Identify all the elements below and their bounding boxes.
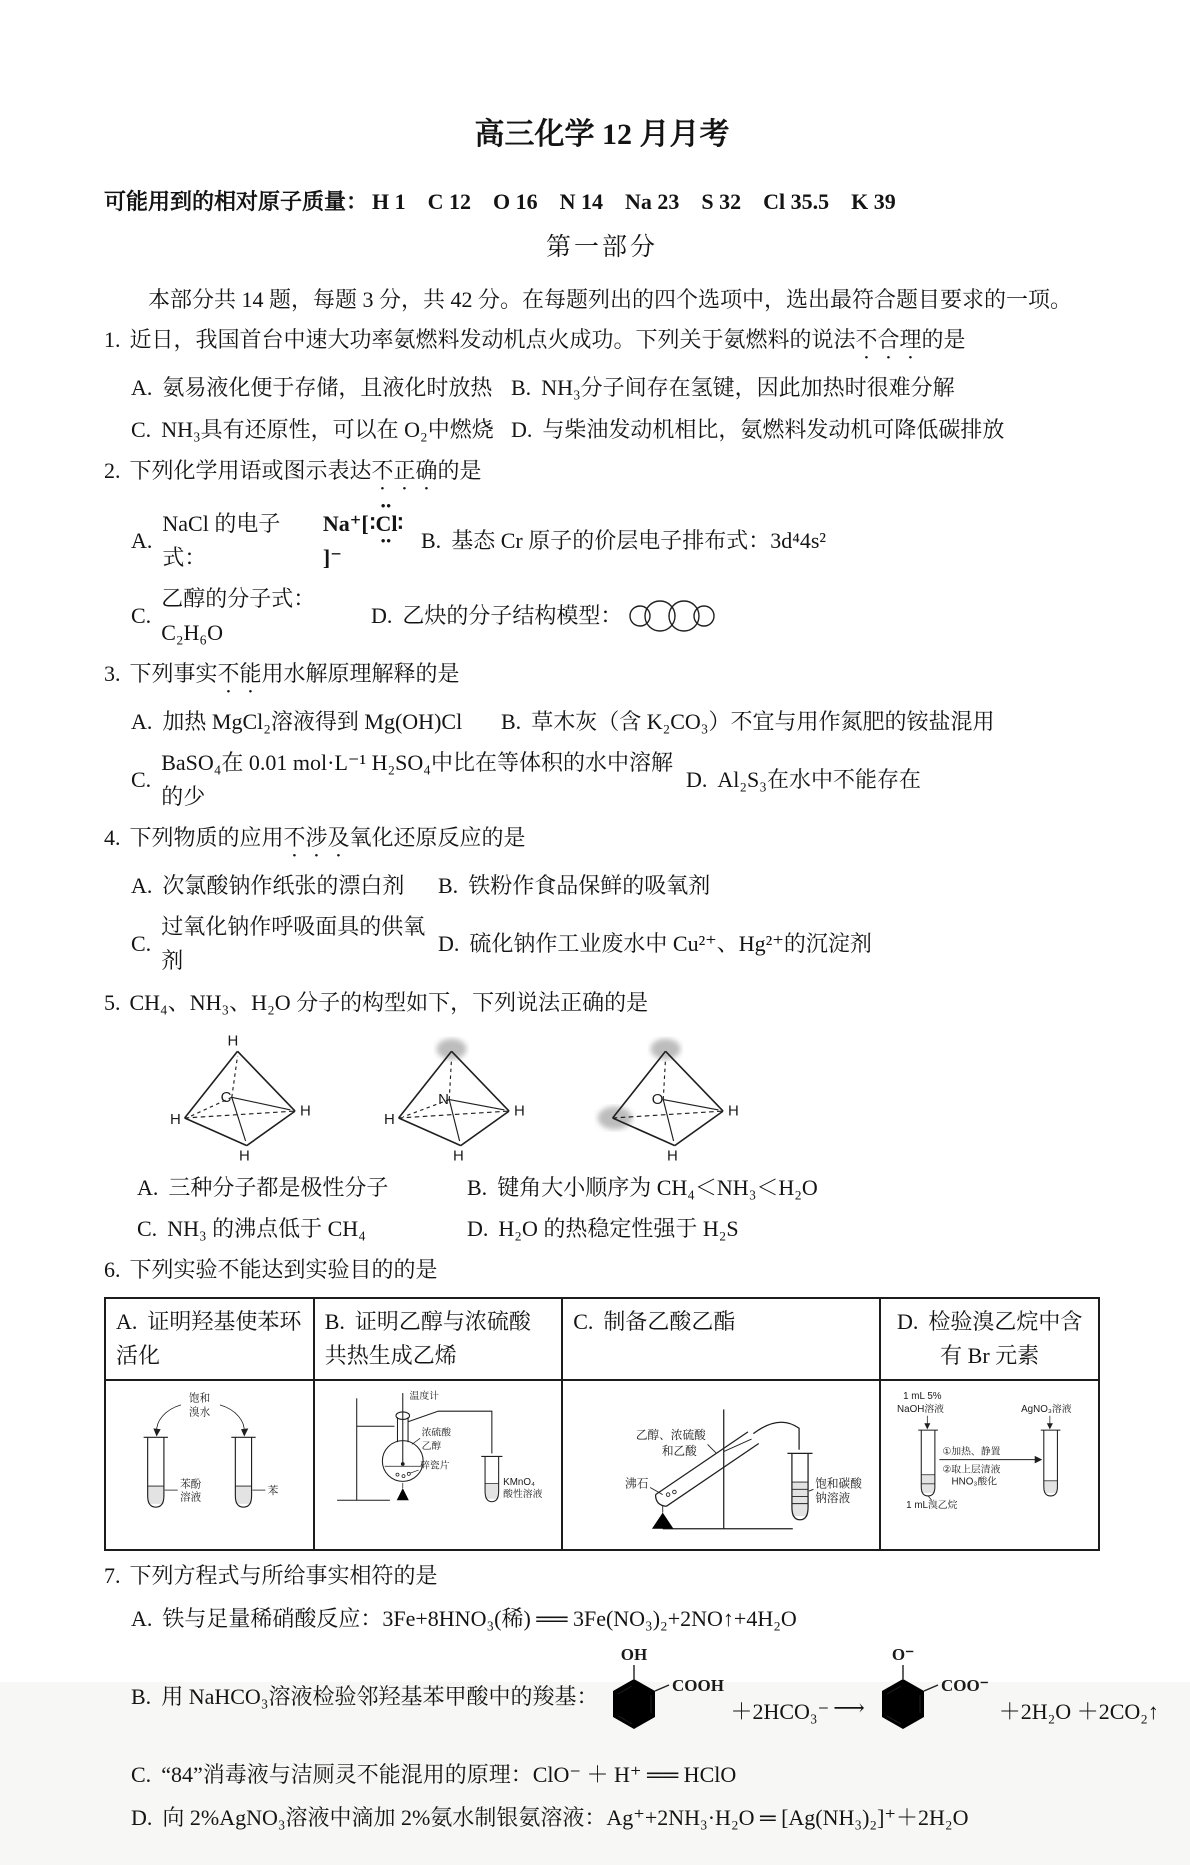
apparatus-figure-b — [314, 1380, 563, 1550]
figure-label: ②取上层清液 — [942, 1464, 1001, 1476]
option-text: NH₃分子间存在氢键，因此加热时很难分解 — [541, 375, 955, 401]
stem-emphasis: 不正确 — [371, 457, 438, 483]
figure-label: 乙醇 — [421, 1441, 441, 1453]
figure-label: 温度计 — [409, 1391, 439, 1403]
center-atom-label: O — [651, 1090, 664, 1108]
table-header-c — [562, 1298, 880, 1380]
atom-label: H — [300, 1102, 311, 1120]
option-text: 氨易液化便于存储，且液化时放热 — [162, 375, 493, 401]
figure-label: 饱和碳酸 — [815, 1477, 863, 1491]
header-text: 检验溴乙烷中含有 Br 元素 — [928, 1308, 1083, 1369]
option-a — [131, 371, 511, 405]
atom-label: H — [728, 1102, 739, 1120]
question-number: 7. — [104, 1563, 121, 1589]
question-6-stem — [104, 1253, 1100, 1287]
option-row — [131, 869, 1100, 903]
section-intro: 本部分共 14 题，每题 3 分，共 42 分。在每题列出的四个选项中，选出最符合题目要求的一项。 — [148, 287, 1073, 313]
option-text: 乙醇的分子式：C₂H₆O — [161, 585, 316, 645]
stem-emphasis: 不能 — [217, 661, 262, 686]
question-1-stem — [104, 323, 1100, 364]
option-text: NH₃具有还原性，可以在 O₂中燃烧 — [161, 416, 494, 442]
question-3-stem — [104, 657, 1100, 698]
option-label: C. — [131, 931, 152, 957]
figure-label: 溴水 — [189, 1406, 211, 1419]
substituent-label: COO⁻ — [940, 1676, 989, 1696]
option-text: 草木灰（含 K₂CO₃）不宜与用作氮肥的铵盐混用 — [531, 709, 995, 734]
option-row — [131, 746, 1100, 814]
option-row — [131, 910, 1100, 978]
option-c — [131, 413, 511, 447]
option-label: B. — [131, 1684, 152, 1710]
option-b — [511, 371, 955, 405]
experiment-table — [104, 1297, 1100, 1551]
stem-text: 的是 — [921, 327, 966, 353]
figure-label: 苯 — [267, 1485, 279, 1498]
question-4 — [104, 821, 1100, 978]
option-text: H₂O 的热稳定性强于 H₂S — [498, 1215, 739, 1241]
option-label: C. — [131, 767, 152, 793]
option-label: B. — [438, 873, 459, 899]
atom-label: H — [239, 1147, 250, 1164]
ethyne-space-filling-model-icon — [628, 595, 716, 637]
option-text: 硫化钠作工业废水中 Cu²⁺、Hg²⁺的沉淀剂 — [469, 931, 872, 957]
stem-text: 氧化还原反应的是 — [349, 825, 526, 851]
atom-label: H — [384, 1110, 395, 1128]
option-label: D. — [686, 767, 708, 793]
option-label: B. — [501, 709, 522, 734]
question-5-stem — [104, 986, 1100, 1020]
option-row — [131, 413, 1100, 447]
option-a — [131, 497, 421, 575]
ethyl-acetate-figure — [573, 1387, 869, 1540]
apparatus-figure-a — [105, 1380, 314, 1550]
option-label: D. — [467, 1215, 489, 1241]
question-4-options — [104, 869, 1100, 978]
ethene-generation-figure — [325, 1387, 552, 1508]
figure-label: 浓硫酸 — [421, 1427, 451, 1439]
methane-model-figure — [166, 1026, 316, 1164]
question-number: 4. — [104, 825, 121, 851]
figure-label: 酸性溶液 — [502, 1489, 543, 1501]
option-label: C. — [131, 602, 152, 628]
center-atom-label: N — [438, 1090, 449, 1108]
option-row — [137, 1212, 1100, 1246]
option-label: D. — [896, 1308, 919, 1334]
option-d — [371, 595, 716, 637]
question-number: 6. — [104, 1256, 121, 1282]
question-5 — [104, 986, 1100, 1246]
option-b — [438, 869, 710, 903]
center-atom-label: C — [220, 1088, 232, 1106]
molecule-figures — [166, 1026, 1100, 1164]
salicylic-acid-structure — [598, 1645, 730, 1749]
ef-chlorine — [369, 497, 404, 548]
ef-right: ]⁻ — [322, 544, 342, 570]
question-4-stem — [104, 821, 1100, 862]
option-c — [131, 582, 371, 650]
option-text: BaSO₄在 0.01 mol·L⁻¹ H₂SO₄中比在等体积的水中溶解的少 — [161, 750, 673, 810]
option-text: 与柴油发动机相比，氨燃料发动机可降低碳排放 — [542, 416, 1005, 442]
bromoethane-test-figure — [891, 1387, 1088, 1512]
option-a — [104, 1602, 1100, 1636]
atom-label: H — [667, 1147, 678, 1164]
option-c — [131, 910, 438, 978]
question-2-stem — [104, 454, 1100, 495]
stem-text: 下列化学用语或图示表达 — [129, 457, 372, 483]
option-text: 向 2%AgNO₃溶液中滴加 2%氨水制银氨溶液：Ag⁺+2NH₃·H₂O ═ [Ag(NH₃)₂]⁺＋2H₂O — [162, 1805, 969, 1831]
question-6 — [104, 1253, 1100, 1551]
option-text: 三种分子都是极性分子 — [168, 1174, 389, 1200]
reaction-arrow: ⟶ — [833, 1695, 863, 1721]
stem-text: 下列物质的应用 — [129, 825, 284, 851]
figure-label: 饱和 — [189, 1392, 211, 1405]
option-label: C. — [573, 1308, 594, 1334]
ammonia-model-figure — [380, 1026, 530, 1164]
option-label: B. — [511, 375, 532, 401]
option-a — [131, 705, 501, 739]
question-7-stem — [104, 1559, 1100, 1593]
figure-label: KMnO₄ — [502, 1477, 535, 1489]
option-label: B. — [421, 527, 442, 553]
option-a — [137, 1171, 467, 1205]
section-heading: 第一部分 — [545, 233, 658, 261]
option-row — [131, 582, 1100, 650]
stem-emphasis: 不合理 — [855, 327, 922, 353]
figure-label: 和乙酸 — [662, 1445, 698, 1459]
table-header-row — [105, 1298, 1099, 1380]
table-header-d — [880, 1298, 1099, 1380]
question-1-options — [104, 371, 1100, 446]
table-header-b — [314, 1298, 563, 1380]
figure-label: 碎瓷片 — [419, 1460, 450, 1472]
atomic-mass-note — [104, 185, 1100, 219]
stem-emphasis: 不涉及 — [283, 825, 350, 851]
option-text: 铁与足量稀硝酸反应：3Fe+8HNO₃(稀) ══ 3Fe(NO₃)₂+2NO↑+4H₂O — [162, 1606, 797, 1632]
table-figure-row — [105, 1380, 1099, 1550]
figure-label: 乙醇、浓硫酸 — [636, 1429, 707, 1443]
option-row — [131, 371, 1100, 405]
figure-label: 1 mL溴乙烷 — [906, 1500, 958, 1512]
option-label: A. — [131, 1606, 153, 1632]
header-text: 制备乙酸乙酯 — [603, 1308, 736, 1334]
option-c — [104, 1758, 1100, 1792]
option-b — [104, 1645, 1159, 1749]
option-text: 过氧化钠作呼吸面具的供氧剂 — [161, 914, 426, 974]
atom-label: H — [514, 1102, 525, 1120]
question-number: 3. — [104, 661, 121, 686]
atom-label: H — [453, 1147, 464, 1164]
figure-label: 1 mL 5% — [903, 1391, 942, 1403]
question-number: 2. — [104, 457, 121, 483]
option-label: C. — [137, 1215, 158, 1241]
option-d — [686, 763, 921, 797]
electron-formula — [322, 497, 421, 575]
option-text: NaCl 的电子式： — [162, 510, 281, 570]
figure-label: 钠溶液 — [815, 1491, 851, 1505]
option-text: NH₃ 的沸点低于 CH₄ — [167, 1215, 366, 1241]
question-1 — [104, 323, 1100, 446]
option-label: B. — [467, 1174, 488, 1200]
option-b — [421, 524, 826, 558]
option-d — [467, 1212, 739, 1246]
option-label: A. — [131, 873, 153, 899]
figure-label: 苯酚 — [180, 1478, 202, 1491]
option-text: 键角大小顺序为 CH₄＜NH₃＜H₂O — [497, 1174, 818, 1200]
option-label: A. — [131, 709, 153, 734]
table-header-a — [105, 1298, 314, 1380]
option-row — [137, 1171, 1100, 1205]
option-label: A. — [137, 1174, 159, 1200]
stem-text: 下列方程式与所给事实相符的是 — [129, 1563, 438, 1589]
figure-label: 溶液 — [180, 1491, 202, 1504]
figure-label: HNO₃酸化 — [951, 1476, 998, 1488]
stem-text: 下列事实 — [129, 661, 218, 686]
option-row — [131, 497, 1100, 575]
ef-center: ∶Cl∶ — [369, 510, 404, 536]
ef-left: Na⁺[ — [322, 510, 369, 536]
question-5-options — [104, 1171, 1100, 1246]
phenolate-structure — [867, 1645, 999, 1749]
option-label: C. — [131, 1762, 152, 1788]
phenol-benzene-test-figure — [116, 1387, 303, 1517]
substituent-label: COOH — [672, 1676, 725, 1696]
option-c — [131, 746, 686, 814]
option-label: C. — [131, 416, 152, 442]
question-3-options — [104, 705, 1100, 814]
option-a — [131, 869, 438, 903]
substituent-label: O⁻ — [891, 1645, 914, 1665]
question-2 — [104, 454, 1100, 650]
question-7 — [104, 1559, 1159, 1835]
option-b — [467, 1171, 818, 1205]
option-label: D. — [371, 602, 393, 628]
option-row — [131, 705, 1100, 739]
option-text: Al₂S₃在水中不能存在 — [717, 767, 921, 793]
option-c — [137, 1212, 467, 1246]
option-label: A. — [131, 527, 153, 553]
option-text: 用 NaHCO₃溶液检验邻羟基苯甲酸中的羧基： — [161, 1684, 599, 1710]
option-text: 乙炔的分子结构模型： — [402, 602, 623, 628]
stem-text: 用水解原理解释的是 — [261, 661, 460, 686]
stem-text: 的是 — [437, 457, 482, 483]
option-d — [511, 413, 1004, 447]
figure-label: NaOH溶液 — [897, 1404, 945, 1416]
figure-label: 沸石 — [625, 1477, 649, 1491]
question-2-options — [104, 497, 1100, 650]
ef-dots-bottom: •• — [380, 532, 392, 548]
option-label: D. — [438, 931, 460, 957]
question-number: 1. — [104, 327, 121, 353]
page-title: 高三化学 12 月月考 — [474, 118, 730, 151]
apparatus-figure-d — [880, 1380, 1099, 1550]
figure-label: AgNO₃溶液 — [1021, 1404, 1072, 1416]
stem-text: CH₄、NH₃、H₂O 分子的构型如下，下列说法正确的是 — [129, 989, 649, 1015]
option-text: 基态 Cr 原子的价层电子排布式：3d⁴4s² — [451, 527, 827, 553]
atom-label: H — [227, 1032, 239, 1050]
option-d — [438, 927, 872, 961]
substituent-label: OH — [621, 1645, 648, 1665]
apparatus-figure-c — [562, 1380, 880, 1550]
option-text: 铁粉作食品保鲜的吸氧剂 — [468, 873, 711, 899]
reagent-text: ＋2HCO₃⁻ — [730, 1699, 830, 1725]
products-text: ＋2H₂O ＋2CO₂↑ — [998, 1699, 1159, 1725]
option-text: “84”消毒液与洁厕灵不能混用的原理：ClO⁻ ＋ H⁺ ══ HClO — [161, 1762, 737, 1788]
option-text: 加热 MgCl₂溶液得到 Mg(OH)Cl — [162, 709, 463, 734]
option-label: A. — [131, 375, 153, 401]
option-b — [501, 705, 994, 739]
stem-text: 近日，我国首台中速大功率氨燃料发动机点火成功。下列关于氨燃料的说法 — [129, 327, 856, 353]
option-label: D. — [131, 1805, 153, 1831]
figure-label: ①加热、静置 — [942, 1446, 1001, 1458]
header-text: 证明羟基使苯环活化 — [116, 1308, 302, 1369]
atom-label: H — [170, 1110, 181, 1128]
atomic-mass-label: 可能用到的相对原子质量： — [104, 188, 369, 214]
question-3 — [104, 657, 1100, 814]
option-text: 次氯酸钠作纸张的漂白剂 — [162, 873, 405, 899]
option-label: D. — [511, 416, 533, 442]
question-number: 5. — [104, 989, 121, 1015]
option-d — [104, 1801, 1100, 1835]
atomic-mass-values: H 1 C 12 O 16 N 14 Na 23 S 32 Cl 35.5 K 39 — [372, 188, 896, 214]
water-model-figure — [594, 1026, 744, 1164]
option-label: B. — [324, 1308, 345, 1334]
option-label: A. — [116, 1308, 138, 1334]
header-text: 证明乙醇与浓硫酸共热生成乙烯 — [324, 1308, 531, 1369]
ef-dots-top: •• — [380, 497, 392, 513]
stem-text: 下列实验不能达到实验目的的是 — [129, 1256, 438, 1282]
